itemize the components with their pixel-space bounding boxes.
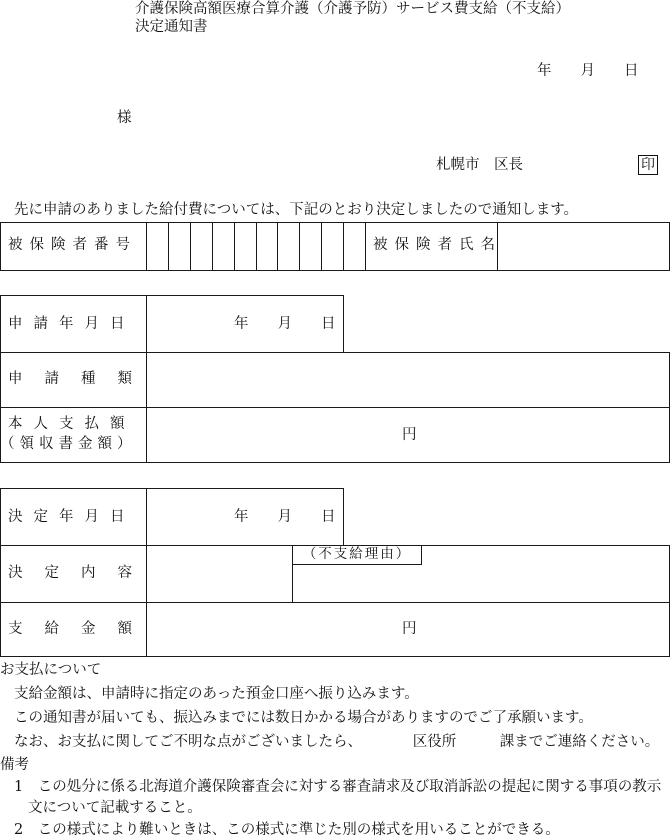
decision-date-value: 年 月 日 — [234, 509, 336, 525]
decision-date-label: 決定年月日 — [8, 509, 136, 525]
seal-mark: 印 — [638, 155, 658, 175]
insured-name-label: 被保険者氏名 — [373, 237, 502, 253]
notice-date: 年 月 日 — [537, 63, 639, 79]
intro-text: 先に申請のありました給付費については、下記のとおり決定しましたので通知します。 — [14, 202, 579, 218]
note-2: 2 この様式により難いときは、この様式に準じた別の様式を用いることができる。 — [14, 822, 560, 838]
insured-number-digit-cell — [299, 222, 300, 271]
non-payment-reason-label: （不支給理由） — [292, 545, 422, 565]
insured-number-label: 被保険者番号 — [8, 237, 137, 253]
issuer: 札幌市 区長 — [436, 157, 523, 173]
payment-line-2: この通知書が届いても、振込みまでには数日かかる場合がありますのでご了承願います。 — [14, 710, 593, 726]
payment-amount-label: 支給金額 — [8, 621, 154, 637]
title-line-2: 決定通知書 — [135, 19, 208, 35]
insured-number-digit-cell — [234, 222, 235, 271]
insured-number-digit-cell — [256, 222, 257, 271]
notes-heading: 備考 — [0, 757, 29, 773]
insured-number-digit-cell — [190, 222, 191, 271]
title-line-1: 介護保険高額医療合算介護（介護予防）サービス費支給（不支給） — [135, 1, 570, 17]
paid-unit: 円 — [402, 427, 417, 443]
payment-line-3: なお、お支払に関してご不明な点がございましたら、 区役所 課までご連絡ください。 — [14, 734, 660, 750]
insured-number-digit-cell — [212, 222, 213, 271]
payment-amount-unit: 円 — [402, 621, 417, 637]
insured-number-digit-cell — [146, 222, 147, 271]
payment-heading: お支払について — [0, 662, 102, 678]
insured-number-digit-cell — [343, 222, 344, 271]
note-1-line-a: 1 この処分に係る北海道介護保険審査会に対する審査請求及び取消訴訟の提起に関する事項の教示 — [14, 779, 662, 795]
application-type-label: 申請種類 — [8, 371, 154, 387]
paid-label-2: （領収書金額） — [0, 436, 137, 452]
insured-number-digit-cell — [168, 222, 169, 271]
payment-line-1: 支給金額は、申請時に指定のあった預金口座へ振り込みます。 — [14, 686, 419, 702]
application-date-value: 年 月 日 — [234, 316, 336, 332]
insured-number-digit-cell — [277, 222, 278, 271]
paid-label-1: 本人支払額 — [8, 416, 136, 432]
insured-number-digit-cell — [321, 222, 322, 271]
decision-content-label: 決定内容 — [8, 565, 154, 581]
note-1-line-b: 文について記載すること。 — [28, 800, 202, 816]
application-date-label: 申請年月日 — [8, 316, 136, 332]
recipient-suffix: 様 — [117, 110, 132, 126]
